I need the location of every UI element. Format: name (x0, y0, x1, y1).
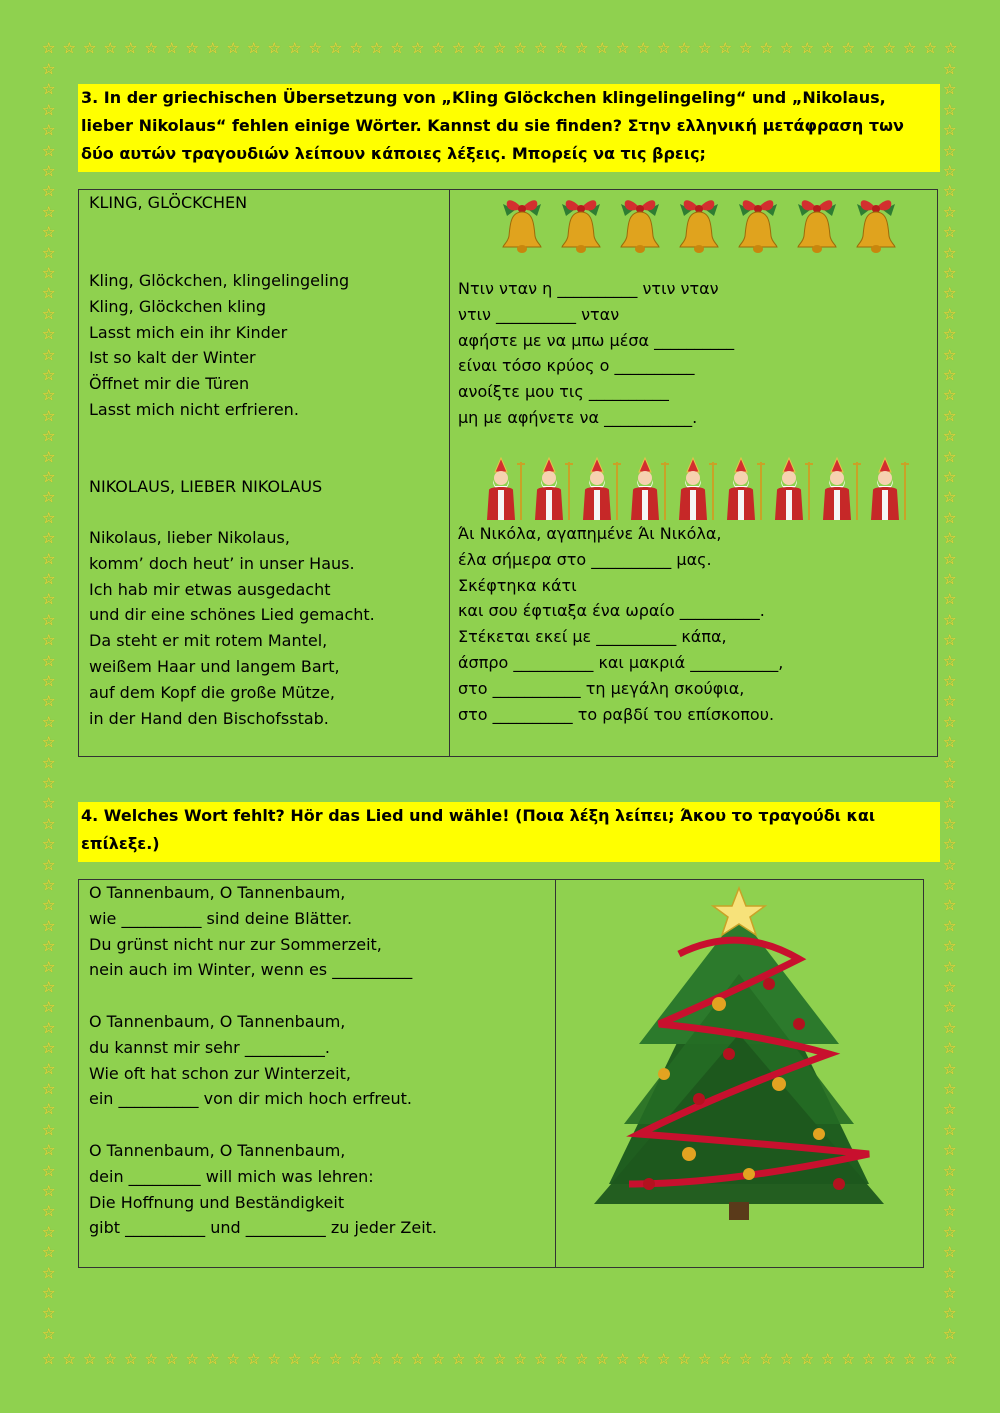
border-star-icon: ☆ (677, 1350, 691, 1368)
border-star-icon: ☆ (42, 1350, 56, 1368)
border-star-icon: ☆ (943, 366, 957, 384)
border-star-icon: ☆ (943, 1120, 957, 1139)
border-star-icon: ☆ (42, 1202, 56, 1221)
border-star-icon: ☆ (288, 39, 302, 57)
border-star-icon: ☆ (42, 672, 56, 690)
border-star-icon: ☆ (308, 39, 322, 57)
border-star-icon: ☆ (943, 916, 957, 935)
lyric-line: auf dem Kopf die große Mütze, (89, 682, 335, 702)
border-star-icon: ☆ (698, 1350, 712, 1368)
nikolaus-title: NIKOLAUS, LIEBER NIKOLAUS (89, 477, 323, 496)
lyric-line: weißem Haar und langem Bart, (89, 656, 340, 676)
border-star-icon: ☆ (903, 39, 917, 57)
border-star-icon: ☆ (42, 406, 56, 425)
border-star-icon: ☆ (42, 631, 56, 650)
border-star-icon: ☆ (943, 1100, 957, 1119)
border-star-icon: ☆ (718, 1350, 732, 1368)
border-star-icon: ☆ (42, 1120, 56, 1139)
border-star-icon: ☆ (943, 570, 957, 588)
border-star-icon: ☆ (513, 39, 527, 57)
border-star-icon: ☆ (943, 1202, 957, 1221)
border-star-icon: ☆ (943, 202, 957, 221)
border-star-icon: ☆ (42, 243, 56, 262)
border-star-icon: ☆ (943, 325, 957, 344)
border-star-icon: ☆ (943, 80, 957, 99)
border-star-icon: ☆ (452, 1350, 466, 1368)
border-star-icon: ☆ (943, 1059, 957, 1078)
lyric-line: Lasst mich ein ihr Kinder (89, 322, 288, 342)
border-star-icon: ☆ (144, 39, 158, 57)
border-star-icon: ☆ (42, 100, 56, 119)
border-star-icon: ☆ (431, 39, 445, 57)
border-star-icon: ☆ (943, 549, 957, 568)
lyric-line: Öffnet mir die Türen (89, 374, 250, 394)
border-star-icon: ☆ (42, 937, 56, 956)
border-star-icon: ☆ (42, 121, 56, 140)
border-star-icon: ☆ (267, 39, 281, 57)
saint-nicholas-icon (579, 456, 625, 522)
border-star-icon: ☆ (862, 1350, 876, 1368)
lyric-line: ein __________ von dir mich hoch erfreut. (89, 1089, 412, 1109)
border-star-icon: ☆ (42, 733, 56, 752)
border-star-icon: ☆ (42, 1182, 56, 1200)
border-star-icon: ☆ (943, 1284, 957, 1302)
border-star-icon: ☆ (165, 39, 179, 57)
lyric-line: Wie oft hat schon zur Winterzeit, (89, 1063, 351, 1083)
border-star-icon: ☆ (42, 814, 56, 833)
border-star-icon: ☆ (943, 1222, 957, 1241)
border-star-icon: ☆ (841, 39, 855, 57)
lyric-line: Kling, Glöckchen kling (89, 296, 267, 316)
border-star-icon: ☆ (943, 488, 957, 507)
border-star-icon: ☆ (42, 1018, 56, 1037)
border-star-icon: ☆ (247, 39, 261, 57)
border-star-icon: ☆ (103, 1350, 117, 1368)
border-star-icon: ☆ (943, 223, 957, 242)
lyric-line: O Tannenbaum, O Tannenbaum, (89, 1140, 346, 1160)
lyric-line (89, 1112, 437, 1138)
nikolaus-lyrics (89, 525, 375, 731)
border-star-icon: ☆ (83, 39, 97, 57)
border-star-icon: ☆ (698, 39, 712, 57)
border-star-icon: ☆ (943, 631, 957, 650)
border-star-icon: ☆ (452, 39, 466, 57)
saint-nicholas-icon (627, 456, 673, 522)
border-star-icon: ☆ (513, 1350, 527, 1368)
border-star-icon: ☆ (42, 1263, 56, 1282)
greek-line: Ντιν νταν η __________ ντιν νταν (458, 279, 719, 298)
section-3-table (78, 189, 938, 757)
border-star-icon: ☆ (42, 916, 56, 935)
border-star-icon: ☆ (472, 39, 486, 57)
saint-nicholas-icon (867, 456, 913, 522)
lyric-line: Die Hoffnung und Beständigkeit (89, 1192, 345, 1212)
kling-title: KLING, GLÖCKCHEN (89, 193, 248, 212)
border-star-icon: ☆ (718, 39, 732, 57)
border-star-icon: ☆ (943, 345, 957, 364)
border-star-icon: ☆ (226, 39, 240, 57)
border-star-icon: ☆ (943, 1039, 957, 1058)
santas-row (483, 456, 913, 522)
greek-line: και σου έφτιαξα ένα ωραίο __________. (458, 601, 765, 621)
lyric-line: Ist so kalt der Winter (89, 348, 256, 368)
border-star-icon: ☆ (349, 1350, 363, 1368)
border-star-icon: ☆ (124, 39, 138, 57)
border-star-icon: ☆ (42, 794, 56, 813)
border-star-icon: ☆ (636, 1350, 650, 1368)
border-star-icon: ☆ (943, 1080, 957, 1098)
border-star-icon: ☆ (390, 39, 404, 57)
border-star-icon: ☆ (575, 1350, 589, 1368)
border-star-icon: ☆ (42, 447, 56, 466)
greek-kling-lyrics (458, 276, 734, 431)
border-star-icon: ☆ (493, 1350, 507, 1368)
border-star-icon: ☆ (943, 1243, 957, 1262)
border-star-icon: ☆ (943, 1324, 957, 1343)
border-star-icon: ☆ (534, 39, 548, 57)
bell-icon (552, 192, 610, 256)
border-star-icon: ☆ (944, 1350, 958, 1368)
border-star-icon: ☆ (943, 590, 957, 609)
border-star-icon: ☆ (943, 733, 957, 752)
border-star-icon: ☆ (42, 692, 56, 711)
border-star-icon: ☆ (62, 1350, 76, 1368)
border-star-icon: ☆ (943, 447, 957, 466)
border-star-icon: ☆ (595, 1350, 609, 1368)
border-star-icon: ☆ (943, 529, 957, 548)
border-star-icon: ☆ (595, 39, 609, 57)
border-star-icon: ☆ (42, 1059, 56, 1078)
border-star-icon: ☆ (657, 39, 671, 57)
border-star-icon: ☆ (943, 998, 957, 1017)
border-star-icon: ☆ (390, 1350, 404, 1368)
border-star-icon: ☆ (42, 529, 56, 548)
border-star-icon: ☆ (329, 1350, 343, 1368)
section-4-instructions: 4. Welches Wort fehlt? Hör das Lied und wähle! (Ποια λέξη λείπει; Άκου το τραγούδι και επίλεξε.) (78, 802, 940, 862)
bell-icon (493, 192, 551, 256)
border-star-icon: ☆ (780, 1350, 794, 1368)
bell-icon (670, 192, 728, 256)
greek-line: Σκέφτηκα κάτι (458, 575, 577, 595)
lyric-line: Da steht er mit rotem Mantel, (89, 631, 328, 651)
saint-nicholas-icon (675, 456, 721, 522)
border-star-icon: ☆ (349, 39, 363, 57)
border-star-icon: ☆ (534, 1350, 548, 1368)
bell-icon (611, 192, 669, 256)
border-star-icon: ☆ (42, 264, 56, 282)
border-star-icon: ☆ (42, 202, 56, 221)
border-star-icon: ☆ (616, 1350, 630, 1368)
border-star-icon: ☆ (841, 1350, 855, 1368)
border-star-icon: ☆ (42, 876, 56, 894)
border-star-icon: ☆ (42, 182, 56, 201)
tannenbaum-lyrics (89, 880, 437, 1241)
christmas-tree-image (569, 884, 909, 1244)
border-star-icon: ☆ (882, 39, 896, 57)
border-star-icon: ☆ (943, 794, 957, 813)
border-star-icon: ☆ (943, 121, 957, 140)
border-star-icon: ☆ (677, 39, 691, 57)
border-star-icon: ☆ (42, 427, 56, 446)
border-star-icon: ☆ (903, 1350, 917, 1368)
greek-line: ανοίξτε μου τις __________ (458, 382, 669, 402)
bell-icon (729, 192, 787, 256)
border-star-icon: ☆ (800, 39, 814, 57)
lyric-line: Nikolaus, lieber Nikolaus, (89, 528, 290, 547)
lyric-line: Ich hab mir etwas ausgedacht (89, 579, 331, 599)
border-star-icon: ☆ (943, 243, 957, 262)
border-star-icon: ☆ (657, 1350, 671, 1368)
border-star-icon: ☆ (42, 1304, 56, 1323)
greek-line: είναι τόσο κρύος ο __________ (458, 356, 695, 376)
border-star-icon: ☆ (42, 468, 56, 486)
border-star-icon: ☆ (943, 692, 957, 711)
border-star-icon: ☆ (862, 39, 876, 57)
lyric-line: komm’ doch heut’ in unser Haus. (89, 553, 355, 573)
border-star-icon: ☆ (42, 1222, 56, 1241)
border-star-icon: ☆ (42, 304, 56, 323)
border-star-icon: ☆ (943, 1161, 957, 1180)
border-star-icon: ☆ (42, 488, 56, 507)
border-star-icon: ☆ (943, 876, 957, 894)
lyric-line: dein _________ will mich was lehren: (89, 1166, 374, 1186)
border-star-icon: ☆ (943, 264, 957, 282)
border-star-icon: ☆ (943, 304, 957, 323)
greek-line: στο ___________ τη μεγάλη σκούφια, (458, 678, 745, 698)
border-star-icon: ☆ (42, 712, 56, 731)
border-star-icon: ☆ (42, 1284, 56, 1302)
border-star-icon: ☆ (42, 549, 56, 568)
border-star-icon: ☆ (821, 39, 835, 57)
border-star-icon: ☆ (943, 508, 957, 527)
lyric-line: wie __________ sind deine Blätter. (89, 908, 353, 928)
border-star-icon: ☆ (943, 753, 957, 772)
border-star-icon: ☆ (943, 100, 957, 119)
lyric-line: Lasst mich nicht erfrieren. (89, 399, 299, 419)
border-star-icon: ☆ (821, 1350, 835, 1368)
greek-nikolaus-lyrics (458, 521, 783, 727)
border-star-icon: ☆ (42, 1324, 56, 1343)
border-star-icon: ☆ (144, 1350, 158, 1368)
bell-icon (847, 192, 905, 256)
border-star-icon: ☆ (411, 39, 425, 57)
border-star-icon: ☆ (943, 182, 957, 201)
greek-line: άσπρο __________ και μακριά ___________, (458, 652, 784, 672)
border-star-icon: ☆ (943, 712, 957, 731)
lyric-line: nein auch im Winter, wenn es __________ (89, 960, 413, 980)
border-star-icon: ☆ (308, 1350, 322, 1368)
border-star-icon: ☆ (42, 1141, 56, 1160)
border-star-icon: ☆ (943, 1263, 957, 1282)
kling-lyrics (89, 268, 349, 423)
column-divider (555, 880, 556, 1267)
border-star-icon: ☆ (554, 39, 568, 57)
border-star-icon: ☆ (943, 1304, 957, 1323)
border-star-icon: ☆ (83, 1350, 97, 1368)
lyric-line: gibt __________ und __________ zu jeder Zeit. (89, 1218, 437, 1238)
greek-line: μη με αφήνετε να ___________. (458, 407, 698, 427)
border-star-icon: ☆ (206, 1350, 220, 1368)
border-star-icon: ☆ (42, 1243, 56, 1262)
border-star-icon: ☆ (42, 162, 56, 180)
border-star-icon: ☆ (42, 998, 56, 1017)
saint-nicholas-icon (819, 456, 865, 522)
border-star-icon: ☆ (42, 80, 56, 99)
border-star-icon: ☆ (42, 753, 56, 772)
border-star-icon: ☆ (943, 1141, 957, 1160)
border-star-icon: ☆ (42, 570, 56, 588)
border-star-icon: ☆ (943, 855, 957, 874)
border-star-icon: ☆ (943, 468, 957, 486)
border-star-icon: ☆ (124, 1350, 138, 1368)
border-star-icon: ☆ (42, 325, 56, 344)
border-star-icon: ☆ (206, 39, 220, 57)
border-star-icon: ☆ (42, 774, 56, 792)
lyric-line (89, 983, 437, 1009)
border-star-icon: ☆ (943, 978, 957, 996)
lyric-line: O Tannenbaum, O Tannenbaum, (89, 1011, 346, 1031)
border-star-icon: ☆ (943, 672, 957, 690)
border-star-icon: ☆ (943, 610, 957, 629)
greek-line: στο __________ το ραβδί του επίσκοπου. (458, 704, 775, 724)
border-star-icon: ☆ (943, 386, 957, 405)
border-star-icon: ☆ (616, 39, 630, 57)
border-star-icon: ☆ (943, 957, 957, 976)
border-star-icon: ☆ (42, 386, 56, 405)
border-star-icon: ☆ (42, 1039, 56, 1058)
border-star-icon: ☆ (411, 1350, 425, 1368)
greek-line: Στέκεται εκεί με __________ κάπα, (458, 627, 727, 647)
section-4-table (78, 879, 924, 1268)
bell-icon (788, 192, 846, 256)
border-star-icon: ☆ (739, 39, 753, 57)
border-star-icon: ☆ (739, 1350, 753, 1368)
border-star-icon: ☆ (42, 610, 56, 629)
border-star-icon: ☆ (943, 937, 957, 956)
saint-nicholas-icon (771, 456, 817, 522)
border-star-icon: ☆ (370, 39, 384, 57)
greek-line: ντιν __________ νταν (458, 304, 620, 324)
border-star-icon: ☆ (42, 896, 56, 915)
border-star-icon: ☆ (226, 1350, 240, 1368)
border-star-icon: ☆ (943, 1182, 957, 1200)
lyric-line: O Tannenbaum, O Tannenbaum, (89, 883, 346, 902)
saint-nicholas-icon (483, 456, 529, 522)
border-star-icon: ☆ (943, 774, 957, 792)
section-3-instructions: 3. In der griechischen Übersetzung von „Kling Glöckchen klingelingeling“ und „Nikolaus, lieber Nikolaus“ fehlen einige Wörter. Kannst du sie finden? Στην ελληνική μετάφραση των δύο αυτών τραγουδιών λείπουν κάποιες λέξεις. Μπορείς να τις βρεις; (78, 84, 940, 172)
lyric-line: Kling, Glöckchen, klingelingeling (89, 271, 350, 290)
border-star-icon: ☆ (944, 39, 958, 57)
border-star-icon: ☆ (370, 1350, 384, 1368)
border-star-icon: ☆ (267, 1350, 281, 1368)
border-star-icon: ☆ (923, 39, 937, 57)
border-star-icon: ☆ (103, 39, 117, 57)
border-star-icon: ☆ (431, 1350, 445, 1368)
bells-row (493, 192, 905, 256)
border-star-icon: ☆ (943, 284, 957, 303)
border-star-icon: ☆ (923, 1350, 937, 1368)
border-star-icon: ☆ (165, 1350, 179, 1368)
border-star-icon: ☆ (780, 39, 794, 57)
greek-line: Άι Νικόλα, αγαπημένε Άι Νικόλα, (458, 524, 722, 543)
border-star-icon: ☆ (943, 896, 957, 915)
border-star-icon: ☆ (943, 835, 957, 854)
border-star-icon: ☆ (42, 1161, 56, 1180)
column-divider (449, 190, 450, 756)
border-star-icon: ☆ (288, 1350, 302, 1368)
border-star-icon: ☆ (554, 1350, 568, 1368)
saint-nicholas-icon (531, 456, 577, 522)
border-star-icon: ☆ (42, 366, 56, 384)
border-star-icon: ☆ (882, 1350, 896, 1368)
border-star-icon: ☆ (943, 162, 957, 180)
border-star-icon: ☆ (943, 141, 957, 160)
border-star-icon: ☆ (42, 345, 56, 364)
border-star-icon: ☆ (42, 39, 56, 57)
border-star-icon: ☆ (42, 1100, 56, 1119)
lyric-line: in der Hand den Bischofsstab. (89, 708, 329, 728)
border-star-icon: ☆ (42, 1080, 56, 1098)
border-star-icon: ☆ (247, 1350, 261, 1368)
border-star-icon: ☆ (42, 508, 56, 527)
border-star-icon: ☆ (575, 39, 589, 57)
border-star-icon: ☆ (943, 814, 957, 833)
border-star-icon: ☆ (42, 651, 56, 670)
border-star-icon: ☆ (42, 141, 56, 160)
greek-line: αφήστε με να μπω μέσα __________ (458, 330, 735, 350)
border-star-icon: ☆ (42, 284, 56, 303)
border-star-icon: ☆ (943, 406, 957, 425)
border-star-icon: ☆ (493, 39, 507, 57)
border-star-icon: ☆ (800, 1350, 814, 1368)
border-star-icon: ☆ (62, 39, 76, 57)
border-star-icon: ☆ (42, 978, 56, 996)
border-star-icon: ☆ (943, 651, 957, 670)
border-star-icon: ☆ (42, 223, 56, 242)
border-star-icon: ☆ (42, 835, 56, 854)
border-star-icon: ☆ (42, 957, 56, 976)
lyric-line: und dir eine schönes Lied gemacht. (89, 605, 375, 625)
saint-nicholas-icon (723, 456, 769, 522)
lyric-line: du kannst mir sehr __________. (89, 1037, 330, 1057)
border-star-icon: ☆ (943, 60, 957, 78)
border-star-icon: ☆ (943, 427, 957, 446)
border-star-icon: ☆ (185, 39, 199, 57)
lyric-line: Du grünst nicht nur zur Sommerzeit, (89, 934, 382, 954)
greek-line: έλα σήμερα στο __________ μας. (458, 549, 712, 569)
border-star-icon: ☆ (42, 60, 56, 78)
border-star-icon: ☆ (42, 855, 56, 874)
border-star-icon: ☆ (759, 1350, 773, 1368)
border-star-icon: ☆ (329, 39, 343, 57)
border-star-icon: ☆ (943, 1018, 957, 1037)
border-star-icon: ☆ (759, 39, 773, 57)
border-star-icon: ☆ (185, 1350, 199, 1368)
border-star-icon: ☆ (636, 39, 650, 57)
border-star-icon: ☆ (42, 590, 56, 609)
border-star-icon: ☆ (472, 1350, 486, 1368)
